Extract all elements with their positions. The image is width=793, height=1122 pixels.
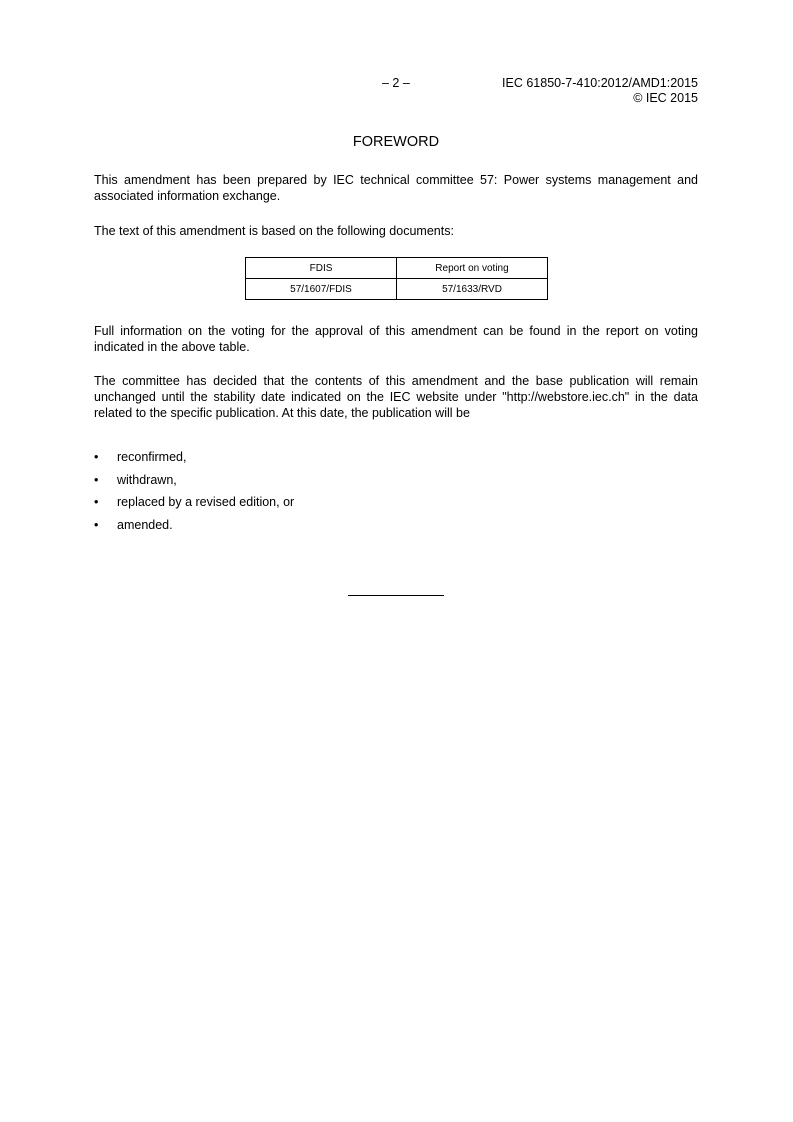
list-item xyxy=(94,494,698,517)
page-number: – 2 – xyxy=(382,76,410,90)
copyright-notice: © IEC 2015 xyxy=(633,91,698,105)
paragraph-committee: This amendment has been prepared by IEC technical committee 57: Power systems management and associated information exchange. xyxy=(94,173,698,203)
end-divider xyxy=(348,595,444,596)
table-header-report-on-voting: Report on voting xyxy=(397,258,548,279)
list-item-text: reconfirmed, xyxy=(117,450,187,464)
bullet-icon: • xyxy=(94,495,99,509)
bullet-icon: • xyxy=(94,450,99,464)
bullet-icon: • xyxy=(94,517,99,532)
documents-table xyxy=(245,257,548,300)
list-item xyxy=(94,472,698,495)
foreword-title: FOREWORD xyxy=(352,134,440,150)
page-header xyxy=(94,76,698,110)
list-item xyxy=(94,449,698,472)
table-header-fdis: FDIS xyxy=(246,258,397,279)
paragraph-voting-info: Full information on the voting for the approval of this amendment can be found in the report on voting indicated in the above table. xyxy=(94,324,698,354)
list-item-text: amended. xyxy=(117,517,173,532)
table-cell-rvd: 57/1633/RVD xyxy=(397,279,548,300)
standard-id: IEC 61850-7-410:2012/AMD1:2015 xyxy=(502,76,698,90)
bullet-list xyxy=(94,449,698,539)
table-header-row xyxy=(246,258,548,279)
table-row xyxy=(246,279,548,300)
list-item-text: withdrawn, xyxy=(117,472,177,487)
header-right xyxy=(502,76,698,106)
paragraph-stability: The committee has decided that the contents of this amendment and the base publication will remain unchanged until the stability date indicated on the IEC website under "http://webstore.iec.ch" in the data related to the specific publication. At this date, the publication will be xyxy=(94,374,698,420)
list-item xyxy=(94,517,698,540)
bullet-icon: • xyxy=(94,472,99,487)
paragraph-based-on: The text of this amendment is based on the following documents: xyxy=(94,224,454,238)
table-cell-fdis: 57/1607/FDIS xyxy=(246,279,397,300)
list-item-text: replaced by a revised edition, or xyxy=(117,495,295,509)
